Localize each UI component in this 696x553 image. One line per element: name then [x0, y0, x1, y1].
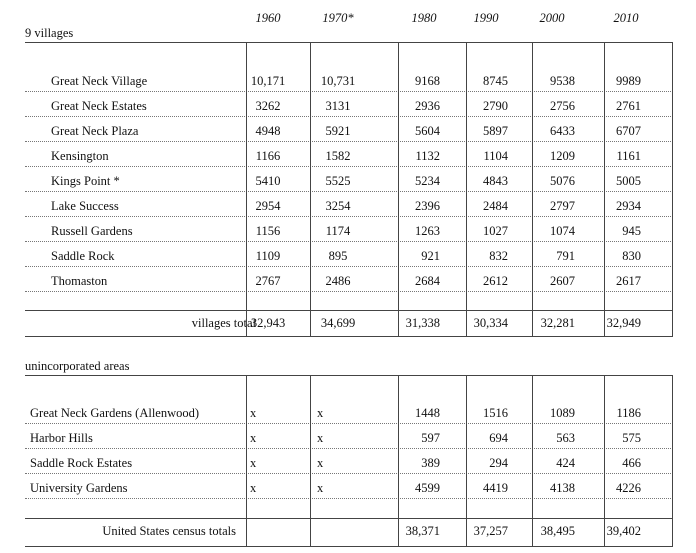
table-cell: 832 [489, 249, 508, 263]
row-separator [25, 423, 673, 424]
table-cell: 1156 [255, 224, 281, 238]
villages-total-rule-top [25, 310, 673, 311]
row-separator [25, 91, 673, 92]
table-cell: 1109 [255, 249, 281, 263]
table-cell: 5410 [255, 174, 281, 188]
table-cell: 294 [489, 456, 508, 470]
row-name: Kensington [51, 149, 109, 163]
table-cell: 895 [328, 249, 348, 263]
column-divider [604, 42, 605, 336]
total-cell: 37,257 [473, 524, 508, 538]
column-header: 1960 [255, 11, 281, 25]
table-cell: x [250, 406, 257, 420]
table-cell: 2607 [550, 274, 575, 288]
total-cell: 32,943 [250, 316, 286, 330]
table-cell: 694 [489, 431, 508, 445]
column-divider [246, 42, 247, 336]
row-separator [25, 116, 673, 117]
table-cell: 6707 [616, 124, 641, 138]
table-cell: 9989 [616, 74, 641, 88]
table-cell: 466 [622, 456, 641, 470]
row-name: Great Neck Gardens (Allenwood) [30, 406, 200, 420]
table-cell: 3262 [255, 99, 281, 113]
census-total-rule-bottom [25, 546, 673, 547]
row-name: Kings Point * [51, 174, 120, 188]
table-cell: 2936 [415, 99, 440, 113]
table-cell: 2486 [325, 274, 351, 288]
table-cell: 4843 [483, 174, 508, 188]
table-cell: 389 [421, 456, 440, 470]
table-cell: 1089 [550, 406, 575, 420]
table-cell: 921 [421, 249, 440, 263]
table-cell: 2954 [255, 199, 281, 213]
table-cell: 4138 [550, 481, 575, 495]
column-header: 2000 [539, 11, 565, 25]
table-cell: 4419 [483, 481, 508, 495]
table-cell: 597 [421, 431, 440, 445]
villages-total-rule-bottom [25, 336, 673, 337]
table-cell: 1209 [550, 149, 575, 163]
column-header: 2010 [613, 11, 639, 25]
table-cell: 830 [622, 249, 641, 263]
table-cell: 1186 [616, 406, 641, 420]
table-cell: 1516 [483, 406, 508, 420]
row-separator [25, 498, 673, 499]
row-separator [25, 166, 673, 167]
table-cell: 5234 [415, 174, 440, 188]
table-cell: 4599 [415, 481, 440, 495]
column-divider [310, 42, 311, 336]
total-cell: 32,949 [606, 316, 641, 330]
table-cell: 10,731 [320, 74, 356, 88]
row-separator [25, 266, 673, 267]
row-separator [25, 191, 673, 192]
unincorporated-rule-top [25, 375, 673, 376]
column-divider [532, 375, 533, 546]
column-divider [532, 42, 533, 336]
table-cell: 1174 [325, 224, 351, 238]
table-cell: 424 [556, 456, 575, 470]
table-cell: 1104 [483, 149, 508, 163]
table-cell: 1074 [550, 224, 575, 238]
section-rule-top [25, 42, 673, 43]
column-divider [672, 42, 673, 336]
table-cell: 5897 [483, 124, 508, 138]
table-cell: 2396 [415, 199, 440, 213]
table-cell: 575 [622, 431, 641, 445]
table-cell: 2797 [550, 199, 575, 213]
column-divider [672, 375, 673, 546]
row-separator [25, 216, 673, 217]
column-header: 1990 [473, 11, 499, 25]
table-cell: 1027 [483, 224, 508, 238]
table-cell: 2484 [483, 199, 508, 213]
table-cell: 9168 [415, 74, 440, 88]
row-separator [25, 473, 673, 474]
table-cell: 2767 [255, 274, 281, 288]
section-title-unincorporated: unincorporated areas [25, 359, 130, 373]
row-separator [25, 291, 673, 292]
total-cell: 34,699 [320, 316, 356, 330]
row-name: Lake Success [51, 199, 119, 213]
table-cell: 8745 [483, 74, 508, 88]
total-cell: 32,281 [540, 316, 575, 330]
table-cell: 563 [556, 431, 575, 445]
table-cell: 2684 [415, 274, 440, 288]
table-cell: x [317, 406, 324, 420]
table-cell: 4948 [255, 124, 281, 138]
total-cell: 38,495 [540, 524, 575, 538]
row-name: Russell Gardens [51, 224, 133, 238]
column-divider [310, 375, 311, 546]
total-cell: 30,334 [473, 316, 508, 330]
row-name: Saddle Rock Estates [30, 456, 133, 470]
row-name: Thomaston [51, 274, 108, 288]
table-cell: 10,171 [250, 74, 286, 88]
table-cell: 5005 [616, 174, 641, 188]
table-cell: 6433 [550, 124, 575, 138]
total-cell: 39,402 [606, 524, 641, 538]
row-name: University Gardens [30, 481, 128, 495]
table-cell: 9538 [550, 74, 575, 88]
table-cell: x [250, 431, 257, 445]
column-divider [398, 42, 399, 336]
table-cell: 2934 [616, 199, 641, 213]
column-header: 1970* [322, 11, 354, 25]
table-cell: 5604 [415, 124, 440, 138]
column-divider [466, 42, 467, 336]
table-cell: x [317, 456, 324, 470]
table-cell: 5921 [325, 124, 351, 138]
table-cell: x [250, 481, 257, 495]
table-cell: x [250, 456, 257, 470]
row-name: Harbor Hills [30, 431, 93, 445]
row-separator [25, 241, 673, 242]
total-cell: 31,338 [405, 316, 440, 330]
row-name: Great Neck Estates [51, 99, 147, 113]
table-cell: 2761 [616, 99, 641, 113]
column-header: 1980 [411, 11, 437, 25]
table-cell: 2612 [483, 274, 508, 288]
census-total-rule-top [25, 518, 673, 519]
table-cell: 1582 [325, 149, 351, 163]
table-cell: 791 [556, 249, 575, 263]
table-cell: 3131 [325, 99, 351, 113]
total-cell: 38,371 [405, 524, 440, 538]
table-cell: 3254 [325, 199, 351, 213]
row-separator [25, 141, 673, 142]
row-name: Great Neck Plaza [51, 124, 139, 138]
column-divider [604, 375, 605, 546]
table-cell: 1132 [415, 149, 440, 163]
row-separator [25, 448, 673, 449]
table-cell: 2756 [550, 99, 575, 113]
table-cell: 5525 [325, 174, 351, 188]
table-cell: 1166 [255, 149, 281, 163]
section-title-villages: 9 villages [25, 26, 74, 40]
table-cell: 2617 [616, 274, 641, 288]
row-name: Saddle Rock [51, 249, 115, 263]
villages-total-label: villages total [191, 316, 256, 330]
row-name: Great Neck Village [51, 74, 148, 88]
table-cell: 5076 [550, 174, 575, 188]
table-cell: 1448 [415, 406, 440, 420]
column-divider [398, 375, 399, 546]
table-cell: 2790 [483, 99, 508, 113]
table-cell: x [317, 481, 324, 495]
table-cell: 4226 [616, 481, 641, 495]
census-total-label: United States census totals [102, 524, 236, 538]
column-divider [466, 375, 467, 546]
table-cell: 1161 [616, 149, 641, 163]
column-divider [246, 375, 247, 546]
table-cell: x [317, 431, 324, 445]
table-cell: 945 [622, 224, 641, 238]
table-cell: 1263 [415, 224, 440, 238]
